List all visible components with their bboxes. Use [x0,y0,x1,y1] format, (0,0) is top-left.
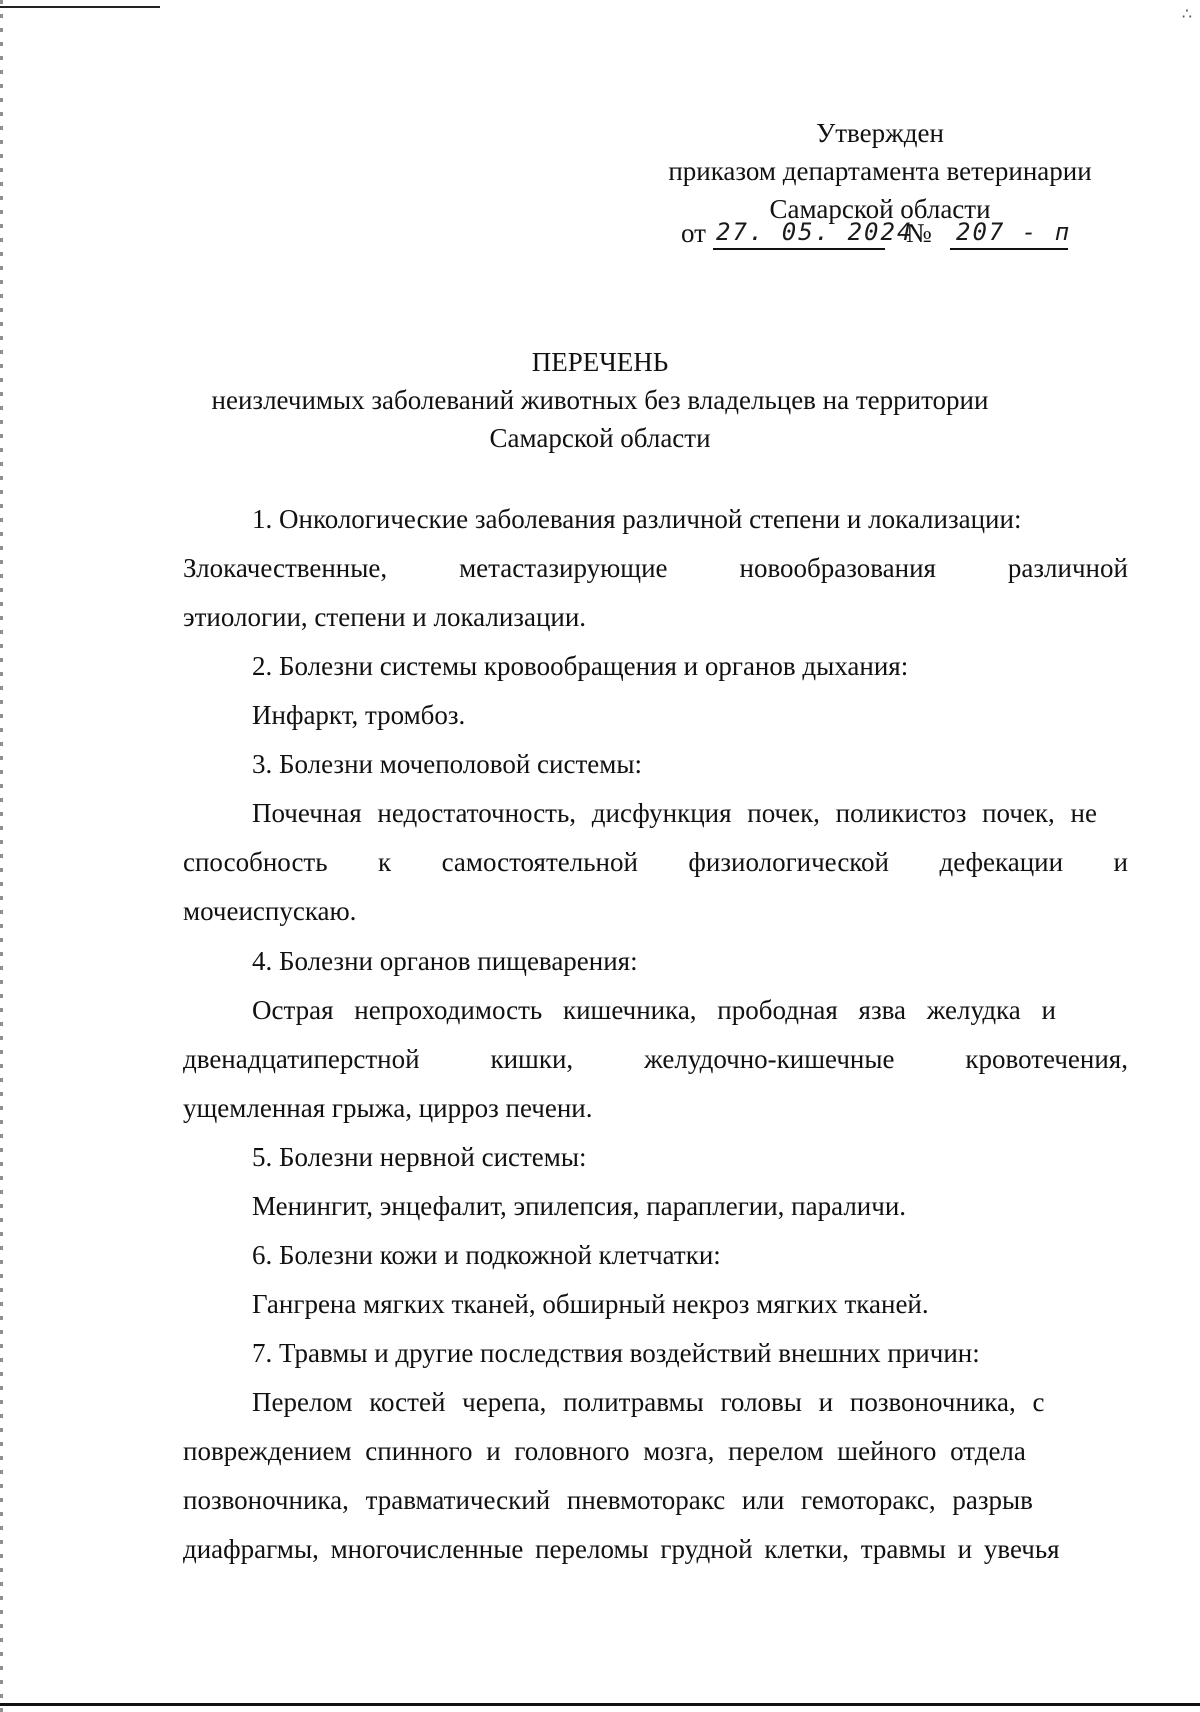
section-6-heading: 6. Болезни кожи и подкожной клетчатки: [252,1240,721,1270]
word: дефекации [939,847,1064,877]
scan-bottom-line [0,1703,1200,1706]
title-heading: ПЕРЕЧЕНЬ [531,347,669,377]
section-4-text-line-3: ущемленная грыжа, цирроз печени. [183,1093,593,1123]
word: и [1113,847,1128,877]
section-2-text: Инфаркт, тромбоз. [252,700,466,730]
scan-edge-noise [0,0,3,1712]
document-title [0,343,1200,457]
word: метастазирующие [459,553,668,583]
date-prefix: от [681,218,706,248]
section-3-heading: 3. Болезни мочеполовой системы: [252,749,642,779]
section-7-heading: 7. Травмы и другие последствия воздействий внешних причин: [252,1338,980,1368]
section-3-text-line-3: мочеиспускаю. [183,896,357,926]
section-1-heading: 1. Онкологические заболевания различной степени и локализации: [252,504,1022,534]
section-7-text-line-1: Перелом костей черепа, политравмы головы и позвоночника, с [252,1387,1045,1417]
section-3-text-line-1: Почечная недостаточность, дисфункция почек, поликистоз почек, не [252,798,1097,828]
title-subtitle-2: Самарской области [489,423,711,453]
order-date: 27. 05. 2024 [716,218,914,246]
section-7-text-line-4: диафрагмы, многочисленные переломы грудной клетки, травмы и увечья [183,1534,1060,1564]
section-1-text-line-1 [183,553,1128,584]
word: кишки, [490,1044,574,1074]
section-2-heading: 2. Болезни системы кровообращения и органов дыхания: [252,651,909,681]
section-4-heading: 4. Болезни органов пищеварения: [252,946,638,976]
section-5-text: Менингит, энцефалит, эпилепсия, параплегии, параличи. [252,1191,907,1221]
word: кровотечения, [965,1044,1128,1074]
section-3-text-line-2 [183,847,1128,878]
section-6-text: Гангрена мягких тканей, обширный некроз мягких тканей. [252,1289,929,1319]
word: способность [183,847,328,877]
number-prefix: № [906,218,932,248]
word: Злокачественные, [183,553,388,583]
word: самостоятельной [441,847,638,877]
section-5-heading: 5. Болезни нервной системы: [252,1142,587,1172]
approval-line-1: Утвержден [816,118,944,148]
section-1-text-line-2: этиологии, степени и локализации. [183,602,587,632]
scan-edge-line [0,6,160,8]
word: двенадцатиперстной [183,1044,420,1074]
scan-speck-icon: ∴ [1181,6,1192,23]
number-underline [950,248,1068,250]
section-7-text-line-2: повреждением спинного и головного мозга, перелом шейного отдела [183,1436,1026,1466]
word: физиологической [688,847,890,877]
section-4-text-line-2 [183,1044,1128,1075]
word: желудочно-кишечные [644,1044,895,1074]
title-subtitle-1: неизлечимых заболеваний животных без владельцев на территории [211,385,989,415]
word: различной [1007,553,1128,583]
approval-block [600,114,1160,228]
section-4-text-line-1: Острая непроходимость кишечника, прободная язва желудка и [252,995,1056,1025]
order-number: 207 - п [956,218,1072,246]
section-7-text-line-3: позвоночника, травматический пневмоторакс или гемоторакс, разрыв [183,1485,1033,1515]
approval-line-3: Самарской области [769,194,991,224]
word: новообразования [739,553,936,583]
date-underline [713,248,885,250]
approval-line-2: приказом департамента ветеринарии [668,156,1092,186]
word: к [378,847,392,877]
